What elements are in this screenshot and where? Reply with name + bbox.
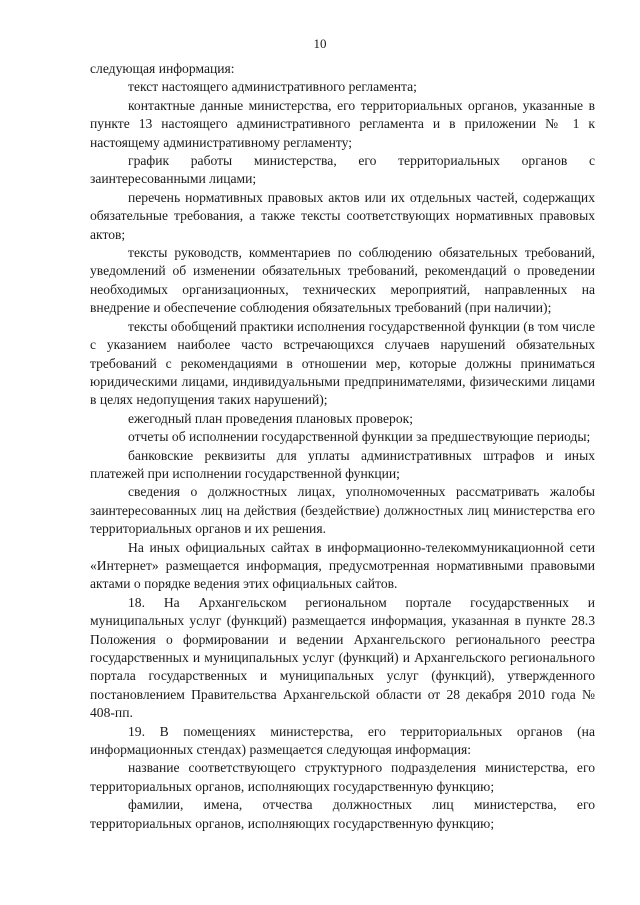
document-body bbox=[90, 60, 595, 833]
paragraph-14: 19. В помещениях министерства, его территориальных органов (на информационных стендах) размещается следующая информация: bbox=[90, 723, 595, 758]
page-number: 10 bbox=[313, 36, 327, 51]
paragraph-1: следующая информация: bbox=[90, 61, 235, 76]
paragraph-2: текст настоящего административного регламента; bbox=[128, 79, 417, 95]
paragraph-8: ежегодный план проведения плановых проверок; bbox=[128, 410, 414, 426]
paragraph-9: отчеты об исполнении государственной функции за предшествующие периоды; bbox=[128, 429, 591, 445]
paragraph-10: банковские реквизиты для уплаты административных штрафов и иных платежей при исполнении государственной функции; bbox=[90, 447, 595, 481]
paragraph-13: 18. На Архангельском региональном портале государственных и муниципальных услуг (функций) размещается информация, указанная в пункте 28.3 Положения о формировании и ведении Архангельского регионального реестра государственных и муниципальных услуг (функций) и Архангельского регионального портала государственных и муниципальных услуг (функций), утвержденного постановлением Правительства Архангельской области от 28 декабря 2010 года № 408-пп. bbox=[90, 594, 595, 721]
paragraph-15: название соответствующего структурного подразделения министерства, его территориальных органов, исполняющих государственную функцию; bbox=[90, 760, 595, 794]
paragraph-4: график работы министерства, его территориальных органов с заинтересованными лицами; bbox=[90, 153, 595, 187]
paragraph-3: контактные данные министерства, его территориальных органов, указанные в пункте 13 настоящего административного регламента и в приложении № 1 к настоящему административному регламенту; bbox=[90, 97, 595, 150]
paragraph-11: сведения о должностных лицах, уполномоченных рассматривать жалобы заинтересованных лиц на действия (бездействие) должностных лиц министерства его территориальных органов и их решения. bbox=[90, 484, 595, 537]
paragraph-12: На иных официальных сайтах в информационно-телекоммуникационной сети «Интернет» размещается информация, предусмотренная нормативными правовыми актами о порядке ведения этих официальных сайтов. bbox=[90, 539, 595, 592]
paragraph-16: фамилии, имена, отчества должностных лиц министерства, его территориальных органов, исполняющих государственную функцию; bbox=[90, 797, 595, 831]
paragraph-6: тексты руководств, комментариев по соблюдению обязательных требований, уведомлений об изменении обязательных требований, рекомендаций о проведении необходимых организационных, технических мероприятий, направленных на внедрение и обеспечение соблюдения обязательных требований (при наличии); bbox=[90, 245, 595, 316]
paragraph-5: перечень нормативных правовых актов или их отдельных частей, содержащих обязательные требования, а также тексты соответствующих нормативных правовых актов; bbox=[90, 189, 595, 242]
paragraph-7: тексты обобщений практики исполнения государственной функции (в том числе с указанием наиболее часто встречающихся случаев нарушений обязательных требований с рекомендациями в отношении мер, которые должны приниматься юридическими лицами, индивидуальными предпринимателями, физическими лицами в целях недопущения таких нарушений); bbox=[90, 318, 595, 408]
